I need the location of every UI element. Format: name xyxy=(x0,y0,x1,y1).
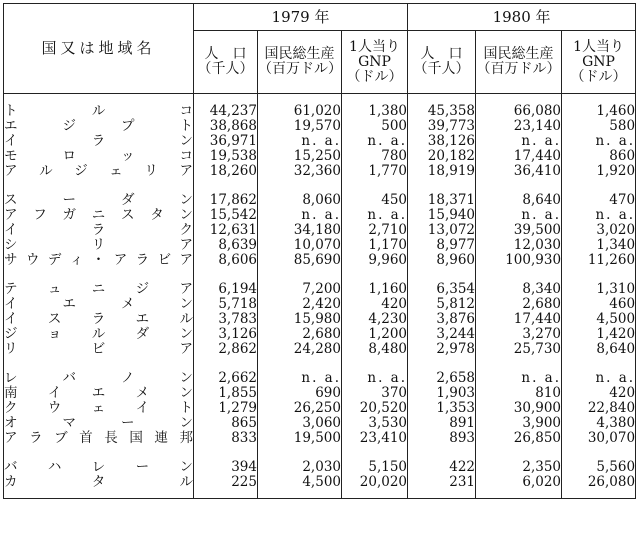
population-1980-cell: 2,978 xyxy=(408,342,476,357)
per-capita-gnp-1979-cell: 1,380 xyxy=(342,104,408,119)
population-1980-cell: 38,126 xyxy=(408,134,476,149)
gnp-1980-cell: 30,900 xyxy=(476,401,562,416)
country-name-text: カ タ ル xyxy=(4,474,193,490)
per-capita-gnp-1980-cell: 1,460 xyxy=(562,104,636,119)
country-name xyxy=(4,431,194,446)
group-spacer xyxy=(4,446,636,460)
per-capita-gnp-1979-cell: n. a. xyxy=(342,208,408,223)
country-name xyxy=(4,134,194,149)
table-row xyxy=(4,312,636,327)
per-capita-gnp-1980-cell: 3,020 xyxy=(562,223,636,238)
population-1979-cell: 19,538 xyxy=(194,149,258,164)
country-name-text: ジ ョ ル ダ ン xyxy=(4,326,193,342)
country-name xyxy=(4,342,194,357)
gnp-1979-cell: 15,250 xyxy=(258,149,342,164)
table-row xyxy=(4,119,636,134)
gnp-1979-cell: 10,070 xyxy=(258,238,342,253)
table-row xyxy=(4,223,636,238)
population-1979-cell: 36,971 xyxy=(194,134,258,149)
country-name xyxy=(4,371,194,386)
gnp-1980-cell: 2,680 xyxy=(476,297,562,312)
per-capita-gnp-1979-cell: 5,150 xyxy=(342,460,408,475)
gnp-1979-cell: 4,500 xyxy=(258,475,342,490)
population-1980-cell: 20,182 xyxy=(408,149,476,164)
statistics-table xyxy=(3,3,636,499)
year-1980-header: 1980 年 xyxy=(408,4,636,31)
table-row xyxy=(4,164,636,179)
per-capita-gnp-1980-cell: 580 xyxy=(562,119,636,134)
country-name xyxy=(4,312,194,327)
gnp-header-1979: 国民総生産 （百万ドル） xyxy=(258,31,342,94)
country-name xyxy=(4,164,194,179)
per-capita-header-1979: 1人当り GNP （ドル） xyxy=(342,31,408,94)
gnp-1979-cell: 3,060 xyxy=(258,416,342,431)
per-capita-gnp-1980-cell: 1,310 xyxy=(562,282,636,297)
gnp-1980-cell: 8,340 xyxy=(476,282,562,297)
gnp-1980-cell: 3,270 xyxy=(476,327,562,342)
table-row xyxy=(4,460,636,475)
population-1979-cell: 5,718 xyxy=(194,297,258,312)
table-row xyxy=(4,149,636,164)
per-capita-header-1980: 1人当り GNP （ドル） xyxy=(562,31,636,94)
table-row xyxy=(4,208,636,223)
country-name-text: ア ラ ブ 首 長 国 連 邦 xyxy=(4,430,193,446)
country-name-text: サ ウ デ ィ ・ ア ラ ビ ア xyxy=(4,252,193,268)
country-name xyxy=(4,193,194,208)
per-capita-gnp-1980-cell: 26,080 xyxy=(562,475,636,490)
per-capita-gnp-1980-cell: 460 xyxy=(562,297,636,312)
population-1979-cell: 15,542 xyxy=(194,208,258,223)
per-capita-gnp-1980-cell: 11,260 xyxy=(562,253,636,268)
population-1979-cell: 865 xyxy=(194,416,258,431)
group-spacer xyxy=(4,268,636,282)
country-name-text: イ ラ ン xyxy=(4,133,193,149)
population-1979-cell: 3,126 xyxy=(194,327,258,342)
gnp-1980-cell: 25,730 xyxy=(476,342,562,357)
table-row xyxy=(4,401,636,416)
country-name xyxy=(4,238,194,253)
per-capita-gnp-1980-cell: n. a. xyxy=(562,371,636,386)
population-1980-cell: 15,940 xyxy=(408,208,476,223)
country-name xyxy=(4,401,194,416)
gnp-header-1980: 国民総生産 （百万ドル） xyxy=(476,31,562,94)
country-name xyxy=(4,119,194,134)
population-1979-cell: 394 xyxy=(194,460,258,475)
country-name xyxy=(4,253,194,268)
population-header-1980: 人 口 （千人） xyxy=(408,31,476,94)
country-name-text: モ ロ ッ コ xyxy=(4,148,193,164)
population-1979-cell: 225 xyxy=(194,475,258,490)
per-capita-gnp-1979-cell: 20,020 xyxy=(342,475,408,490)
per-capita-gnp-1980-cell: 5,560 xyxy=(562,460,636,475)
country-name xyxy=(4,416,194,431)
gnp-1979-cell: 85,690 xyxy=(258,253,342,268)
population-1979-cell: 8,606 xyxy=(194,253,258,268)
per-capita-gnp-1980-cell: 420 xyxy=(562,386,636,401)
population-1979-cell: 38,868 xyxy=(194,119,258,134)
country-name-text: バ ハ レ ー ン xyxy=(4,459,193,475)
group-spacer xyxy=(4,490,636,499)
year-1979-header: 1979 年 xyxy=(194,4,408,31)
per-capita-gnp-1980-cell: 4,380 xyxy=(562,416,636,431)
per-capita-gnp-1979-cell: n. a. xyxy=(342,134,408,149)
per-capita-gnp-1980-cell: 860 xyxy=(562,149,636,164)
per-capita-gnp-1979-cell: 450 xyxy=(342,193,408,208)
per-capita-gnp-1979-cell: 420 xyxy=(342,297,408,312)
population-header-1979: 人 口 （千人） xyxy=(194,31,258,94)
country-name xyxy=(4,475,194,490)
country-name xyxy=(4,149,194,164)
population-1980-cell: 18,919 xyxy=(408,164,476,179)
table-row xyxy=(4,431,636,446)
gnp-1979-cell: 2,030 xyxy=(258,460,342,475)
gnp-1980-cell: 26,850 xyxy=(476,431,562,446)
population-1979-cell: 18,260 xyxy=(194,164,258,179)
per-capita-gnp-1979-cell: n. a. xyxy=(342,371,408,386)
country-name-text: イ エ メ ン xyxy=(4,296,193,312)
gnp-1980-cell: 36,410 xyxy=(476,164,562,179)
gnp-1980-cell: 3,900 xyxy=(476,416,562,431)
gnp-1980-cell: n. a. xyxy=(476,134,562,149)
gnp-1980-cell: 39,500 xyxy=(476,223,562,238)
table-row xyxy=(4,327,636,342)
per-capita-gnp-1980-cell: 4,500 xyxy=(562,312,636,327)
population-1980-cell: 39,773 xyxy=(408,119,476,134)
per-capita-gnp-1980-cell: 8,640 xyxy=(562,342,636,357)
population-1980-cell: 13,072 xyxy=(408,223,476,238)
table-row xyxy=(4,386,636,401)
country-name xyxy=(4,104,194,119)
gnp-1980-cell: 17,440 xyxy=(476,149,562,164)
table-row xyxy=(4,297,636,312)
per-capita-gnp-1980-cell: 30,070 xyxy=(562,431,636,446)
gnp-1980-cell: n. a. xyxy=(476,371,562,386)
table-row xyxy=(4,475,636,490)
table-row xyxy=(4,282,636,297)
per-capita-gnp-1979-cell: 1,170 xyxy=(342,238,408,253)
country-name xyxy=(4,208,194,223)
population-1979-cell: 2,862 xyxy=(194,342,258,357)
gnp-1980-cell: 100,930 xyxy=(476,253,562,268)
gnp-1979-cell: 19,500 xyxy=(258,431,342,446)
population-1979-cell: 1,855 xyxy=(194,386,258,401)
population-1979-cell: 12,631 xyxy=(194,223,258,238)
gnp-1979-cell: 24,280 xyxy=(258,342,342,357)
per-capita-gnp-1979-cell: 3,530 xyxy=(342,416,408,431)
table-body xyxy=(4,94,636,499)
gnp-1980-cell: 17,440 xyxy=(476,312,562,327)
table-row xyxy=(4,104,636,119)
table-row xyxy=(4,238,636,253)
population-1980-cell: 231 xyxy=(408,475,476,490)
country-column-header: 国又は地域名 xyxy=(4,4,194,94)
table-row xyxy=(4,342,636,357)
gnp-1979-cell: n. a. xyxy=(258,134,342,149)
group-spacer xyxy=(4,357,636,371)
population-1980-cell: 2,658 xyxy=(408,371,476,386)
population-1979-cell: 17,862 xyxy=(194,193,258,208)
table-row xyxy=(4,193,636,208)
country-name-text: ア フ ガ ニ ス タ ン xyxy=(4,207,193,223)
population-1980-cell: 8,960 xyxy=(408,253,476,268)
table-row xyxy=(4,134,636,149)
country-name-text: イ ラ ク xyxy=(4,222,193,238)
country-name-text: エ ジ プ ト xyxy=(4,118,193,134)
gnp-1979-cell: n. a. xyxy=(258,208,342,223)
country-name-text: シ リ ア xyxy=(4,237,193,253)
gnp-1979-cell: 7,200 xyxy=(258,282,342,297)
gnp-1979-cell: n. a. xyxy=(258,371,342,386)
population-1979-cell: 833 xyxy=(194,431,258,446)
per-capita-gnp-1979-cell: 370 xyxy=(342,386,408,401)
country-name-text: ス ー ダ ン xyxy=(4,192,193,208)
population-1980-cell: 8,977 xyxy=(408,238,476,253)
per-capita-gnp-1980-cell: 470 xyxy=(562,193,636,208)
gnp-1979-cell: 26,250 xyxy=(258,401,342,416)
per-capita-gnp-1980-cell: n. a. xyxy=(562,134,636,149)
table-row xyxy=(4,253,636,268)
per-capita-gnp-1980-cell: 22,840 xyxy=(562,401,636,416)
country-name-text: ク ウ ェ イ ト xyxy=(4,400,193,416)
population-1980-cell: 3,876 xyxy=(408,312,476,327)
gnp-1979-cell: 32,360 xyxy=(258,164,342,179)
per-capita-gnp-1979-cell: 20,520 xyxy=(342,401,408,416)
gnp-1980-cell: 2,350 xyxy=(476,460,562,475)
country-name-text: ト ル コ xyxy=(4,103,193,119)
group-spacer xyxy=(4,179,636,193)
gnp-1979-cell: 2,420 xyxy=(258,297,342,312)
population-1980-cell: 891 xyxy=(408,416,476,431)
gnp-1979-cell: 34,180 xyxy=(258,223,342,238)
country-name-text: ア ル ジ ェ リ ア xyxy=(4,163,193,179)
population-1979-cell: 6,194 xyxy=(194,282,258,297)
gnp-1979-cell: 690 xyxy=(258,386,342,401)
per-capita-gnp-1979-cell: 1,770 xyxy=(342,164,408,179)
per-capita-gnp-1979-cell: 1,200 xyxy=(342,327,408,342)
per-capita-gnp-1980-cell: 1,340 xyxy=(562,238,636,253)
per-capita-gnp-1979-cell: 2,710 xyxy=(342,223,408,238)
population-1980-cell: 422 xyxy=(408,460,476,475)
per-capita-gnp-1979-cell: 9,960 xyxy=(342,253,408,268)
country-name-text: 南 イ エ メ ン xyxy=(4,385,193,401)
country-name-text: レ バ ノ ン xyxy=(4,370,193,386)
gnp-1980-cell: n. a. xyxy=(476,208,562,223)
gnp-1980-cell: 810 xyxy=(476,386,562,401)
gnp-1980-cell: 8,640 xyxy=(476,193,562,208)
country-name xyxy=(4,386,194,401)
table-row xyxy=(4,416,636,431)
per-capita-gnp-1980-cell: n. a. xyxy=(562,208,636,223)
population-1980-cell: 45,358 xyxy=(408,104,476,119)
population-1979-cell: 44,237 xyxy=(194,104,258,119)
population-1980-cell: 3,244 xyxy=(408,327,476,342)
country-name-text: イ ス ラ エ ル xyxy=(4,311,193,327)
country-name-text: オ マ ー ン xyxy=(4,415,193,431)
population-1980-cell: 893 xyxy=(408,431,476,446)
gnp-1979-cell: 2,680 xyxy=(258,327,342,342)
gnp-1980-cell: 6,020 xyxy=(476,475,562,490)
population-1980-cell: 1,353 xyxy=(408,401,476,416)
population-1980-cell: 18,371 xyxy=(408,193,476,208)
country-name-text: テ ュ ニ ジ ア xyxy=(4,281,193,297)
per-capita-gnp-1980-cell: 1,920 xyxy=(562,164,636,179)
gnp-1979-cell: 19,570 xyxy=(258,119,342,134)
per-capita-gnp-1979-cell: 8,480 xyxy=(342,342,408,357)
country-name xyxy=(4,297,194,312)
gnp-1979-cell: 8,060 xyxy=(258,193,342,208)
population-1979-cell: 3,783 xyxy=(194,312,258,327)
country-name xyxy=(4,282,194,297)
population-1979-cell: 8,639 xyxy=(194,238,258,253)
per-capita-gnp-1979-cell: 1,160 xyxy=(342,282,408,297)
population-1980-cell: 6,354 xyxy=(408,282,476,297)
per-capita-gnp-1980-cell: 1,420 xyxy=(562,327,636,342)
population-1980-cell: 1,903 xyxy=(408,386,476,401)
country-name-text: リ ビ ア xyxy=(4,341,193,357)
gnp-1980-cell: 23,140 xyxy=(476,119,562,134)
population-1980-cell: 5,812 xyxy=(408,297,476,312)
per-capita-gnp-1979-cell: 4,230 xyxy=(342,312,408,327)
population-1979-cell: 2,662 xyxy=(194,371,258,386)
country-name xyxy=(4,223,194,238)
per-capita-gnp-1979-cell: 780 xyxy=(342,149,408,164)
gnp-1979-cell: 61,020 xyxy=(258,104,342,119)
country-name xyxy=(4,327,194,342)
table-row xyxy=(4,371,636,386)
per-capita-gnp-1979-cell: 23,410 xyxy=(342,431,408,446)
country-name xyxy=(4,460,194,475)
gnp-1980-cell: 66,080 xyxy=(476,104,562,119)
gnp-1980-cell: 12,030 xyxy=(476,238,562,253)
per-capita-gnp-1979-cell: 500 xyxy=(342,119,408,134)
gnp-1979-cell: 15,980 xyxy=(258,312,342,327)
population-1979-cell: 1,279 xyxy=(194,401,258,416)
